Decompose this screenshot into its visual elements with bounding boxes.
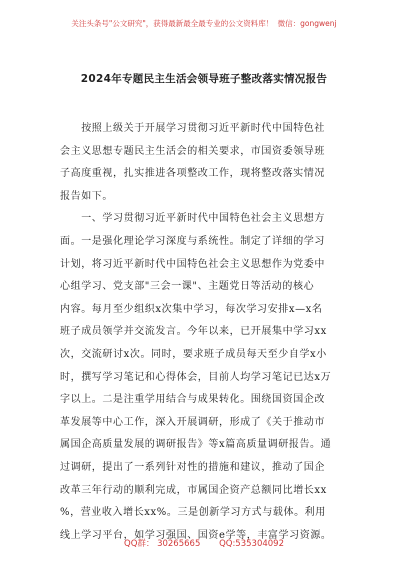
body-line: 面。一是强化理论学习深度与系统性。制定了详细的学习 [60,235,325,247]
body-line: 过调研，提出了一系列针对性的措施和建议，推动了国企 [60,461,325,473]
body-line: 班子成员领学并交流发言。今年以来，已开展集中学习xx [60,326,327,338]
body-line: 子高度重视，扎实推进各项整改工作，现将整改落实情况 [60,168,325,180]
footer-qq-group: QQ群： 30265665 [124,539,201,549]
body-line: 属国企高质量发展的调研报告》等x篇高质量调研报告。通 [60,439,332,451]
document-body [60,118,346,547]
body-line: 改革三年行动的顺利完成，市属国企资产总额同比增长xx [60,484,327,496]
body-line: 一、学习贯彻习近平新时代中国特色社会主义思想方 [60,213,325,225]
body-line: 字以上。二是注重学用结合与成果转化。围绕国资国企改 [60,394,325,406]
footer-qq: QQ:535304092 [219,539,284,549]
body-line: 次，交流研讨x次。同时，要求班子成员每天至少自学x小 [60,348,327,360]
banner-wechat: 微信：gongwenj [277,19,337,28]
body-line: 报告如下。 [60,190,113,202]
body-line: 按照上级关于开展学习贯彻习近平新时代中国特色社 [60,123,325,134]
body-line: 计划，将习近平新时代中国特色社会主义思想作为党委中 [60,258,325,270]
body-line: %，营业收入增长xx%。三是创新学习方式与载体。利用 [60,507,326,519]
document-title: 2024年专题民主生活会领导班子整改落实情况报告 [80,73,328,85]
body-line: 线上学习平台，如学习强国、国资e学等，丰富学习资源。 [60,529,332,541]
body-line: 时，撰写学习笔记和心得体会，目前人均学习笔记已达x万 [60,371,332,383]
top-banner [0,18,408,29]
body-line: 革发展等中心工作，深入开展调研，形成了《关于推动市 [60,416,325,428]
body-line: 内容。每月至少组织x次集中学习，每次学习安排x—x名 [60,303,323,315]
body-line: 会主义思想专题民主生活会的相关要求，市国资委领导班 [60,145,325,157]
body-line: 心组学习、党支部"三会一课"、主题党日等活动的核心 [60,281,315,293]
footer-contact [0,537,408,549]
banner-text: 关注头条号"公文研究"，获得最新最全最专业的公文资料库！ [71,19,274,28]
